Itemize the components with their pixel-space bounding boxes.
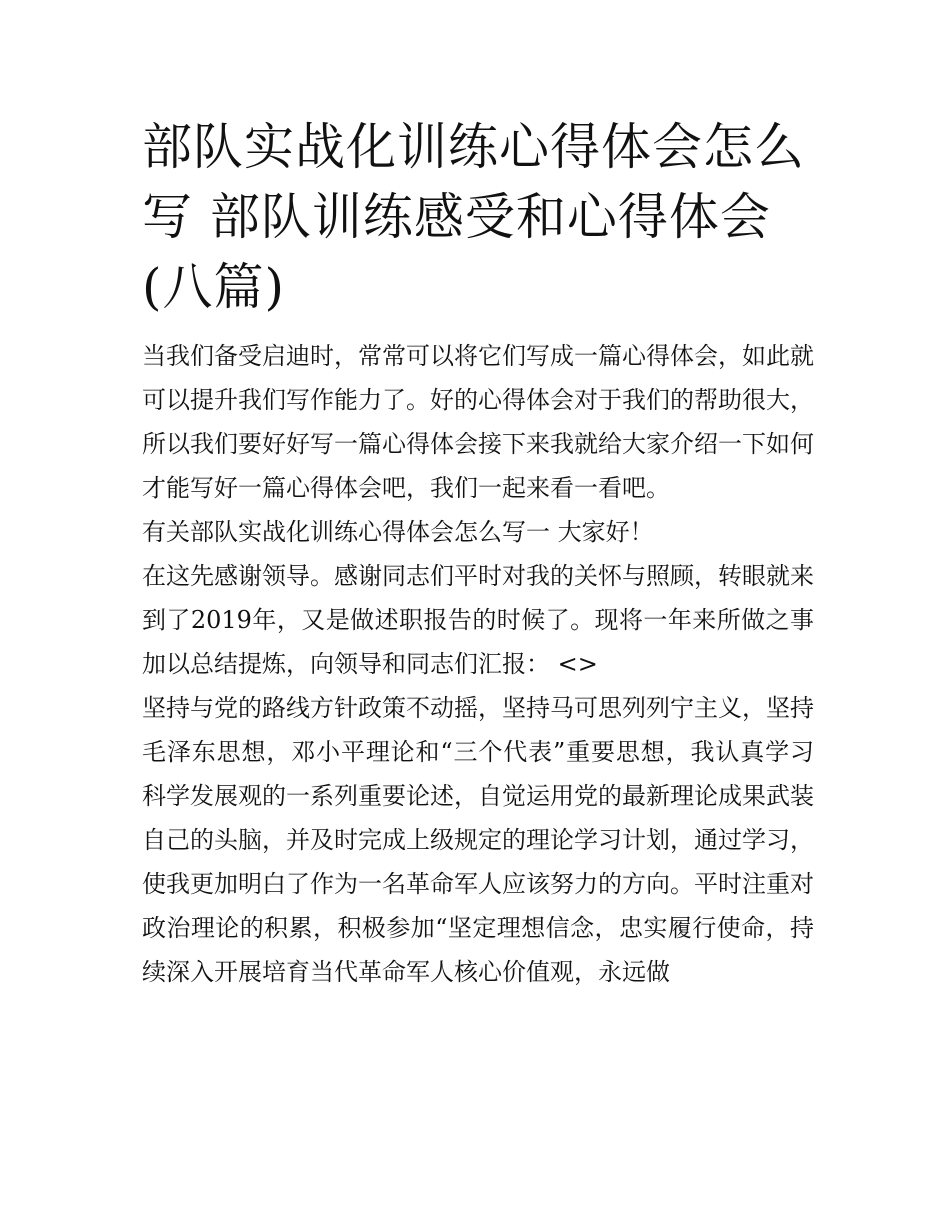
document-page <box>142 112 814 994</box>
intro-paragraph: 当我们备受启迪时，常常可以将它们写成一篇心得体会，如此就可以提升我们写作能力了。好的心得体会对于我们的帮助很大，所以我们要好好写一篇心得体会接下来我就给大家介绍一下如何才能写好一篇心得体会吧，我们一起来看一看吧。 <box>142 342 814 502</box>
report-opening-paragraph: 在这先感谢领导。感谢同志们平时对我的关怀与照顾，转眼就来到了2019年，又是做述职报告的时候了。现将一年来所做之事加以总结提炼，向领导和同志们汇报： <> <box>142 562 814 678</box>
document-body <box>142 334 814 994</box>
document-title <box>142 112 814 322</box>
section-heading-paragraph: 有关部队实战化训练心得体会怎么写一 大家好！ <box>142 518 654 546</box>
title-line-1: 部队实战化训练心得体会怎么 <box>142 118 805 176</box>
title-line-3: (八篇) <box>142 258 286 316</box>
title-line-2: 写 部队训练感受和心得体会 <box>142 188 771 246</box>
political-study-paragraph: 坚持与党的路线方针政策不动摇，坚持马可思列列宁主义，坚持毛泽东思想，邓小平理论和“三个代表”重要思想，我认真学习科学发展观的一系列重要论述，自觉运用党的最新理论成果武装自己的头脑，并及时完成上级规定的理论学习计划，通过学习，使我更加明白了作为一名革命军人应该努力的方向。平时注重对政治理论的积累，积极参加“坚定理想信念，忠实履行使命，持续深入开展培育当代革命军人核心价值观，永远做 <box>142 694 814 986</box>
